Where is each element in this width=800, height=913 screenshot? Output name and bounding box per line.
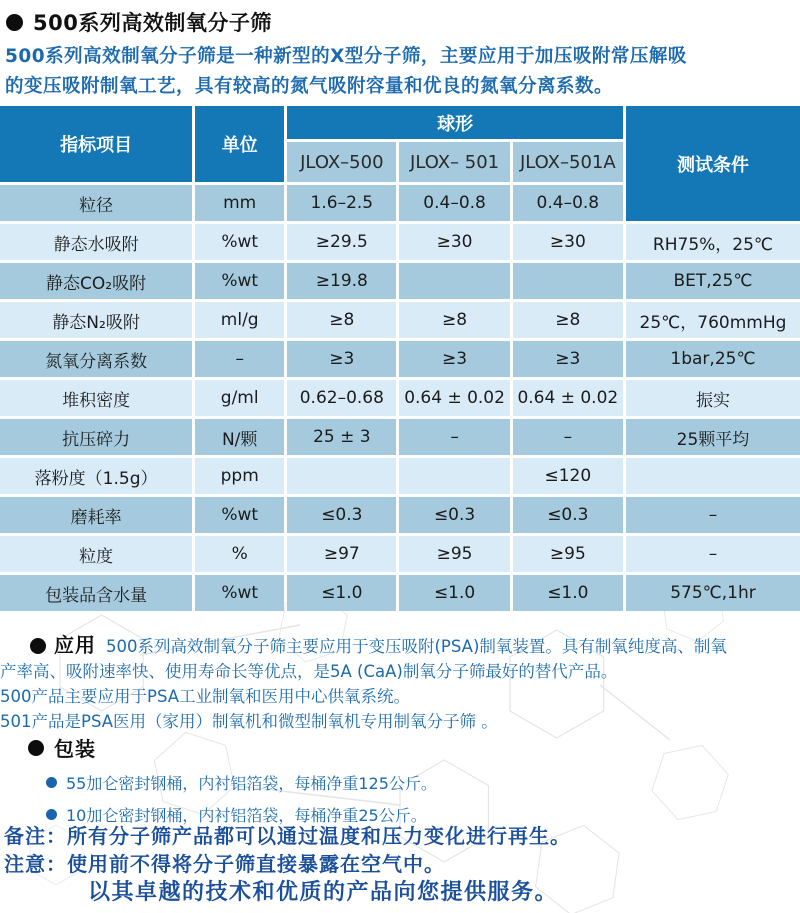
cell-value: 0.4–0.8 xyxy=(513,185,623,221)
col-header-test-conditions: 测试条件 xyxy=(626,106,800,221)
page-title: 500系列高效制氧分子筛 xyxy=(33,11,272,35)
cell-index: 静态CO₂吸附 xyxy=(0,263,192,299)
cell-index: 静态水吸附 xyxy=(0,224,192,260)
cell-value: ≥8 xyxy=(287,302,396,338)
application-intro-line xyxy=(0,633,796,659)
cell-index: 氮氧分离系数 xyxy=(0,341,192,377)
packaging-item-text: 55加仑密封钢桶，内衬铝箔袋，每桶净重125公斤。 xyxy=(66,774,437,793)
cell-index: 包装品含水量 xyxy=(0,575,192,611)
title-bullet-icon xyxy=(6,14,23,31)
cell-value: 0.4–0.8 xyxy=(399,185,509,221)
cell-value: ≤1.0 xyxy=(399,575,509,611)
cell-value xyxy=(513,263,623,299)
table-row xyxy=(0,263,800,299)
cell-value: ≥29.5 xyxy=(287,224,396,260)
cell-value: 0.62–0.68 xyxy=(287,380,396,416)
cell-value: 0.64 ± 0.02 xyxy=(513,380,623,416)
col-header-model: JLOX– 501 xyxy=(399,142,509,182)
cell-value xyxy=(399,458,509,494)
cell-test: RH75%，25℃ xyxy=(626,224,800,260)
item-bullet-icon xyxy=(46,809,57,820)
table-row xyxy=(0,497,800,533)
cell-unit: g/ml xyxy=(195,380,284,416)
cell-test: – xyxy=(626,497,800,533)
cell-index: 堆积密度 xyxy=(0,380,192,416)
cell-unit: %wt xyxy=(195,263,284,299)
cell-index: 落粉度（1.5g） xyxy=(0,458,192,494)
cell-value: ≥97 xyxy=(287,536,396,572)
cell-unit: ppm xyxy=(195,458,284,494)
col-header-model: JLOX–501A xyxy=(513,142,623,182)
cell-unit: – xyxy=(195,341,284,377)
cell-value xyxy=(287,458,396,494)
cell-value: ≤1.0 xyxy=(287,575,396,611)
cell-value: ≤0.3 xyxy=(287,497,396,533)
cell-value: ≤0.3 xyxy=(513,497,623,533)
application-section xyxy=(0,633,796,734)
remark-text: 所有分子筛产品都可以通过温度和压力变化进行再生。 xyxy=(67,824,571,848)
cell-test: 25颗平均 xyxy=(626,419,800,455)
packaging-item xyxy=(46,771,796,794)
cell-unit: N/颗 xyxy=(195,419,284,455)
application-text: 500产品主要应用于PSA工业制氧和医用中心供氧系统。 xyxy=(0,687,411,706)
table-row xyxy=(0,380,800,416)
table-row xyxy=(0,458,800,494)
cell-unit: %wt xyxy=(195,497,284,533)
cell-value: ≤1.0 xyxy=(513,575,623,611)
closing-slogan: 以其卓越的技术和优质的产品向您提供服务。 xyxy=(88,880,559,905)
cell-test: 25℃，760mmHg xyxy=(626,302,800,338)
notes-section xyxy=(4,822,796,908)
spec-table xyxy=(0,103,800,614)
application-bullet-icon xyxy=(30,638,46,654)
cell-unit: % xyxy=(195,536,284,572)
cell-unit: %wt xyxy=(195,575,284,611)
cell-test: 575℃,1hr xyxy=(626,575,800,611)
cell-test: 振实 xyxy=(626,380,800,416)
cell-value: ≥95 xyxy=(399,536,509,572)
cell-unit: mm xyxy=(195,185,284,221)
cell-value xyxy=(399,263,509,299)
table-row xyxy=(0,302,800,338)
cell-value: 25 ± 3 xyxy=(287,419,396,455)
table-row xyxy=(0,341,800,377)
notice-text: 使用前不得将分子筛直接暴露在空气中。 xyxy=(67,852,445,876)
cell-value: 1.6–2.5 xyxy=(287,185,396,221)
remark-label: 备注： xyxy=(4,824,67,848)
col-header-index: 指标项目 xyxy=(0,106,192,182)
cell-value: ≥8 xyxy=(399,302,509,338)
cell-unit: %wt xyxy=(195,224,284,260)
col-header-model: JLOX–500 xyxy=(287,142,396,182)
cell-test: – xyxy=(626,536,800,572)
cell-value: – xyxy=(513,419,623,455)
table-header-row xyxy=(0,106,800,139)
notice-line xyxy=(4,850,796,878)
application-text: 500系列高效制氧分子筛主要应用于变压吸附(PSA)制氧装置。具有制氧纯度高、制氧 xyxy=(106,637,727,656)
packaging-section xyxy=(0,733,796,826)
table-row xyxy=(0,536,800,572)
cell-index: 磨耗率 xyxy=(0,497,192,533)
packaging-item-text: 10加仑密封钢桶，内衬铝箔袋，每桶净重25公斤。 xyxy=(66,806,427,825)
table-row xyxy=(0,575,800,611)
cell-unit: ml/g xyxy=(195,302,284,338)
packaging-heading: 包装 xyxy=(54,737,96,761)
cell-value: ≥30 xyxy=(399,224,509,260)
table-row xyxy=(0,224,800,260)
cell-test xyxy=(626,458,800,494)
intro-line: 的变压吸附制氧工艺，具有较高的氮气吸附容量和优良的氮氧分离系数。 xyxy=(5,76,614,97)
cell-value: ≤0.3 xyxy=(399,497,509,533)
table-row xyxy=(0,419,800,455)
application-text: 产率高、吸附速率快、使用寿命长等优点，是5A (CaA)制氧分子筛最好的替代产品。 xyxy=(0,662,618,681)
cell-value: ≥3 xyxy=(287,341,396,377)
cell-index: 静态N₂吸附 xyxy=(0,302,192,338)
cell-value: ≥95 xyxy=(513,536,623,572)
cell-value: ≥8 xyxy=(513,302,623,338)
cell-index: 抗压碎力 xyxy=(0,419,192,455)
cell-value: – xyxy=(399,419,509,455)
intro-paragraph xyxy=(5,42,795,102)
application-heading: 应用 xyxy=(54,633,96,657)
cell-value: ≥30 xyxy=(513,224,623,260)
cell-value: 0.64 ± 0.02 xyxy=(399,380,509,416)
cell-value: ≥3 xyxy=(513,341,623,377)
notice-label: 注意： xyxy=(4,852,67,876)
cell-index: 粒度 xyxy=(0,536,192,572)
cell-test: 1bar,25℃ xyxy=(626,341,800,377)
application-text: 501产品是PSA医用（家用）制氧机和微型制氧机专用制氧分子筛 。 xyxy=(0,712,498,731)
col-header-unit: 单位 xyxy=(195,106,284,182)
item-bullet-icon xyxy=(46,777,57,788)
cell-value: ≥3 xyxy=(399,341,509,377)
remark-line xyxy=(4,822,796,850)
packaging-bullet-icon xyxy=(28,740,44,756)
col-header-group-spherical: 球形 xyxy=(287,106,623,139)
page-title-row xyxy=(6,7,272,37)
intro-line: 500系列高效制氧分子筛是一种新型的X型分子筛，主要应用于加压吸附常压解吸 xyxy=(5,46,687,67)
cell-value: ≥19.8 xyxy=(287,263,396,299)
packaging-heading-row xyxy=(28,733,796,762)
cell-value: ≤120 xyxy=(513,458,623,494)
cell-test: BET,25℃ xyxy=(626,263,800,299)
cell-index: 粒径 xyxy=(0,185,192,221)
